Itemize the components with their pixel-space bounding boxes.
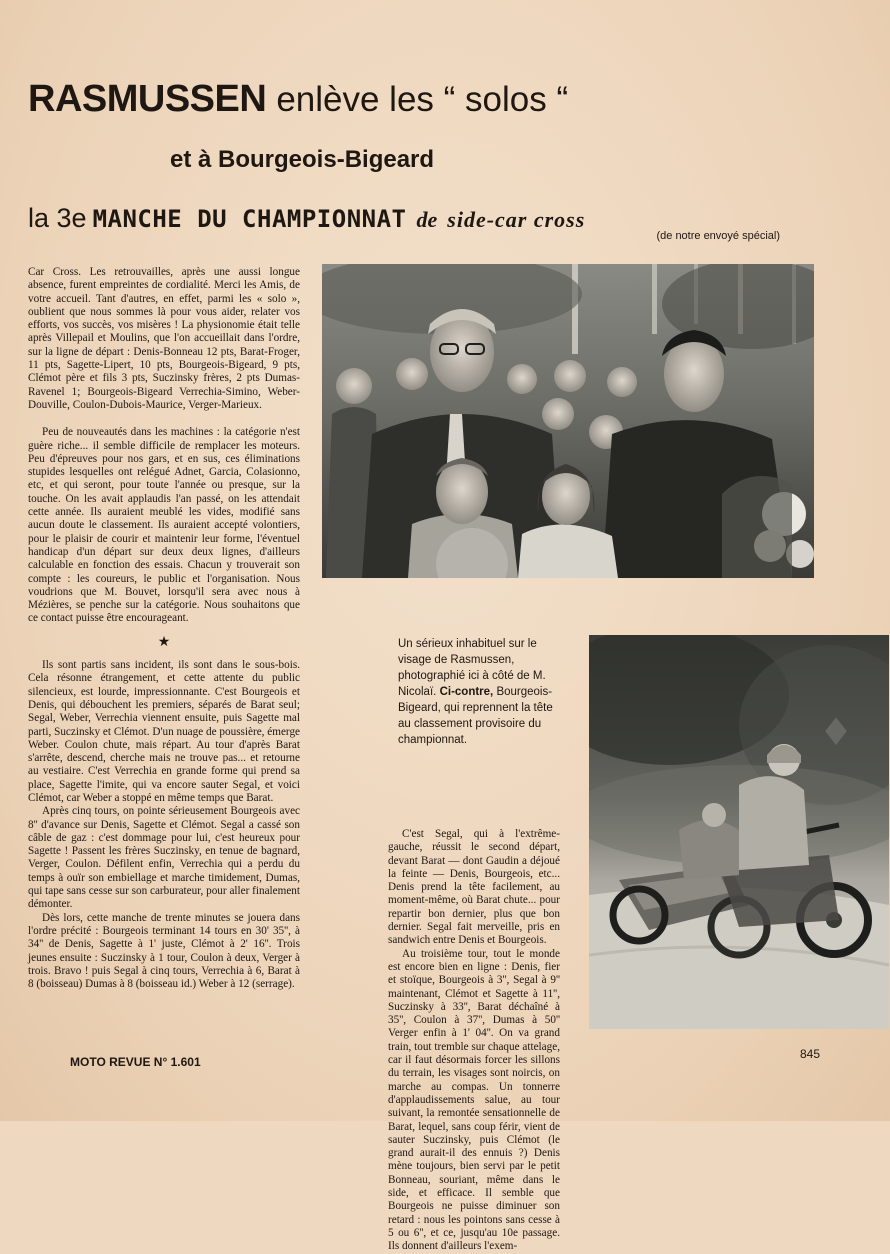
paragraph: Au troisième tour, tout le monde est encore bien en ligne : Denis, fier et stoïque, Bourgeois à 3'', Segal à 9'' maintenant, Clémot et Sagette à 11'', Suczinsky à 33'', Barat déchaîné à 35'', Coulon à 37'', Dumas à 50'' Verger enfin à 1' 04''. On va grand train, tout tremble sur chaque attelage, car il faut désormais forcer les sillons du terrain, les visages sont noircis, on marche au compas. Un tonnerre d'applaudissements salue, au tour suivant, la remontée sensationnelle de Barat, lequel, sans coup férir, vient de sauter Suczinsky, puis Clémot (le grand aurait-il des ennuis ?) Denis mène toujours, bien servi par le petit Bonneau, souriant, même dans le side, et efficace. Il semble que Bourgeois ne puisse diminuer son retard : nous les pointons sans cesse à 5 ou 6'', et ce, jusqu'au 10e passage. Ils donnent d'ailleurs l'exem- xyxy=(388,947,560,1253)
photo-caption xyxy=(398,636,566,748)
paragraph: C'est Segal, qui à l'extrême-gauche, réussit le second départ, devant Barat — dont Gaudin a déjoué la feinte — Denis, Bourgeois, etc... Denis prend la tête facilement, au moment-même, où Barat chute... pour repartir bon dernier, plus que bon dernier. Segal fait merveille, pris en sandwich entre Denis et Bourgeois. xyxy=(388,828,560,947)
headline-third-c: de xyxy=(416,207,438,232)
article-column-right xyxy=(388,828,560,1254)
headline-name: RASMUSSEN xyxy=(28,78,267,120)
magazine-issue: MOTO REVUE N° 1.601 xyxy=(70,1055,201,1069)
caption-text-2: Bourgeois-Bigeard, qui reprennent la tête au classement provisoire du championnat. xyxy=(398,686,553,746)
headline-third-d: side-car cross xyxy=(447,207,586,232)
paragraph: Dès lors, cette manche de trente minutes se jouera dans l'ordre précité : Bourgeois terminant 14 tours en 30' 35'', à 34'' de Denis, Sagette à 1' juste, Clémot à 2' 16''. Trois jeunes ensuite : Suczinsky à 1 tour, Coulon à deux, Verger à trois. Bravo ! puis Segal à cinq tours, Verrechia à 6, Barat à 8 (boisseau) Dumas à 8 (boisseau id.) Weber à 12 (serrage). xyxy=(28,911,300,991)
paragraph: Car Cross. Les retrouvailles, après une aussi longue absence, furent empreintes de cordialité. Merci les Amis, de votre accueil. Tant d'autres, en effet, parmi les « solo », oublient que nous sommes là pour vous aider, relater vos efforts, vos succès, vos misères ! La physionomie était telle après Villepail et Moulins, que l'on accueillait dans l'ordre, sur la ligne de départ : Denis-Bonneau 12 pts, Barat-Froger, 11 pts, Sagette-Lipert, 10 pts, Bourgeois-Bigeard, 9 pts, Clémot père et fils 3 pts, Suczinsky frères, 2 pts Dumas-Ravenel 1; Bourgeois-Bigeard Verrechia-Simino, Weber-Douville, Coulon-Dubois-Maurice, Verger-Marieux. xyxy=(28,266,300,411)
headline-third-b: MANCHE DU CHAMPIONNAT xyxy=(92,205,407,233)
group-portrait-photo xyxy=(322,264,814,578)
sidecar-race-photo xyxy=(589,635,889,1029)
paragraph: Peu de nouveautés dans les machines : la catégorie n'est guère riche... il semble difficile de remplacer les moteurs. Peu d'épreuves pour nos gars, et en sus, ces éliminations stupides lesquelles ont relégué Adnet, Garcia, Colasionno, etc, et qui seront, pour toute l'année ou presque, sur la touche. On les avait applaudis l'an passé, on les attendait cette année. Ils auraient meublé les vides, modifié sans aucun doute le classement. Ils auraient accepté volontiers, pour le plaisir de courir et maintenir leur forme, l'éventuel handicap d'un départ sur deux deux lignes, d'ailleurs calculable en fonction des essais. Chacun y trouverait son compte : les coureurs, le public et l'organisation. Nous voudrions que M. Bouvet, lorsqu'il sera avec nous à Mézières, se penche sur la catégorie. Nous souhaitons que ce contact puisse être encourageant. xyxy=(28,426,300,625)
headline-main-rest: enlève les “ solos “ xyxy=(276,80,569,119)
envoye-special: (de notre envoyé spécial) xyxy=(656,230,780,242)
caption-text-1: Un sérieux inhabituel sur le visage de Rasmussen, photographié ici à côté de M. Nicolaï. xyxy=(398,638,546,698)
headline-main xyxy=(28,76,868,123)
star-separator: ★ xyxy=(157,634,171,650)
svg-text:♦: ♦ xyxy=(819,710,854,754)
headline-third-a: la 3e xyxy=(28,203,87,233)
caption-bold: Ci-contre, xyxy=(439,686,494,698)
page-number: 845 xyxy=(799,1047,820,1061)
paragraph: Après cinq tours, on pointe sérieusement Bourgeois avec 8'' d'avance sur Denis, Sagette et Clémot. Segal a cassé son câble de gaz : c'est dommage pour lui, c'est heureux pour Sagette ! Passent les frères Suczinsky, en tenue de bagnard, Verger, Coulon. Défilent enfin, Verrechia qui a perdu du temps à ouïr son embiellage et marche timidement, Dumas, qui tape sans cesse sur son carburateur, pour aller finalement démonter. xyxy=(28,805,300,911)
paragraph: Ils sont partis sans incident, ils sont dans le sous-bois. Cela résonne étrangement, et cette attente du public silencieux, est lourde, impressionnante. C'est Bourgeois et Denis, qui débouchent les premiers, séparés de Barat seul; Segal, Weber, Verrechia viennent ensuite, puis Sagette mal parti, Suczinsky et Clémot. D'un nuage de poussière, émerge Weber. Coulon chute, mais répart. Au tour d'après Barat s'arrête, descend, cherche mais ne trouve pas... et retourne au vestiaire. C'est Verrechia en grande forme qui prend sa place, Sagette l'imite, qui va encore sauter Segal, et voici Clémot, car Weber a stoppé en même temps que Barat. xyxy=(28,659,300,804)
headline-sub: et à Bourgeois-Bigeard xyxy=(170,146,435,173)
article-column-left xyxy=(28,266,300,991)
